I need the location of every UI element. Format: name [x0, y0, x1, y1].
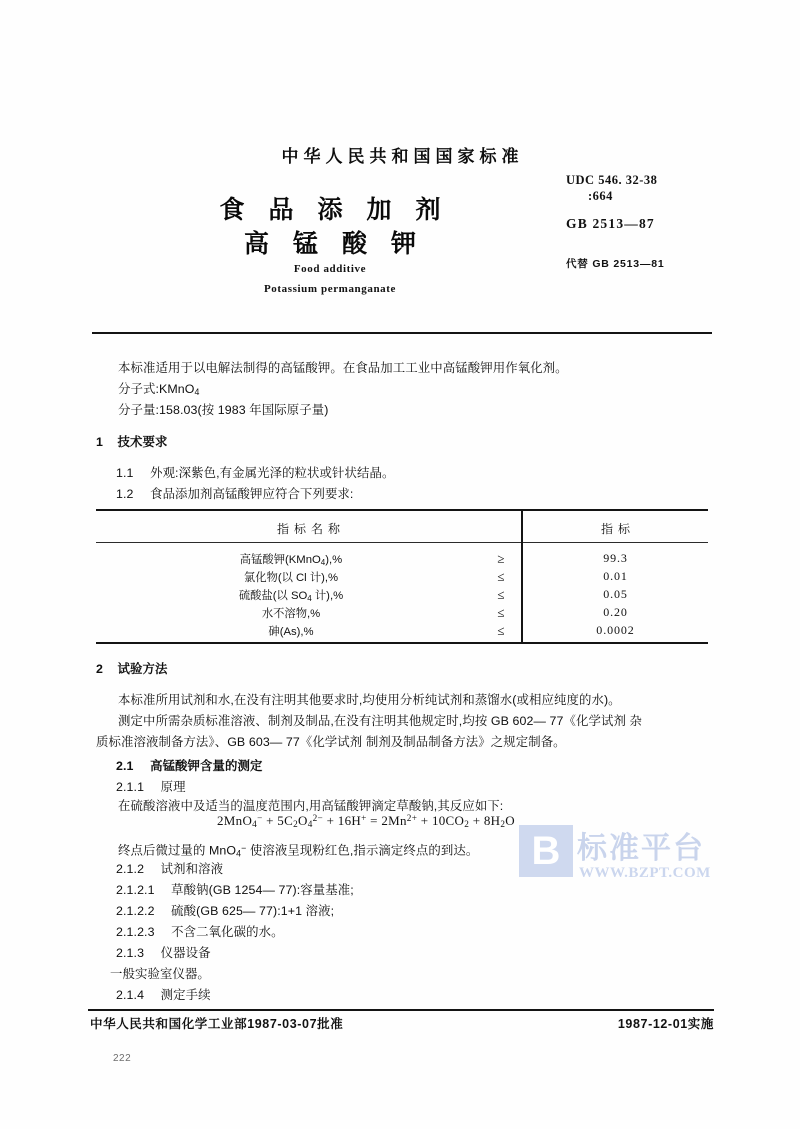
table-header-indicator-name: 指标名称 [276, 522, 345, 536]
section-2-title: 试验方法 [117, 662, 168, 676]
table-cell-name-pre: 氯化物(以 Cl 计),% [243, 572, 339, 584]
document-title-sub: 高锰酸钾 [243, 230, 440, 258]
table-cell-name-pre: 高锰酸钾(KMnO [239, 554, 321, 566]
clause-1-2-number: 1.2 [116, 487, 134, 501]
table-row [96, 569, 708, 589]
table-cell-name-pre: 水不溶物,% [261, 608, 321, 620]
watermark-chinese-text: 标准平台 [577, 832, 705, 865]
clause-2-1-1-title: 原理 [160, 780, 186, 794]
section-2-heading [96, 659, 168, 680]
table-row [96, 605, 708, 625]
clause-2-1-2-1-number: 2.1.2.1 [116, 883, 155, 897]
table-cell-name-sub: 4 [320, 557, 326, 567]
clause-2-1-2-heading [116, 859, 223, 880]
endpoint-text-sub: 4 [236, 848, 242, 859]
endpoint-text-pre: 终点后微过量的 MnO [118, 843, 237, 858]
clause-2-1-1-number: 2.1.1 [116, 780, 145, 794]
endpoint-text-sup: − [241, 843, 247, 853]
table-rule-header [96, 542, 708, 543]
standard-organization: 中华人民共和国国家标准 [281, 147, 524, 166]
clause-2-1-2-3-text: 不含二氧化碳的水。 [171, 925, 284, 939]
bz-logo-icon: B [519, 825, 573, 877]
clause-1-2 [116, 484, 353, 505]
clause-1-2-text: 食品添加剂高锰酸钾应符合下列要求: [150, 487, 354, 501]
molecular-formula-value: KMnO [159, 382, 195, 396]
document-title-english-2: Potassium permanganate [263, 283, 397, 295]
clause-2-1-2-2-number: 2.1.2.2 [116, 904, 155, 918]
table-cell-value: 0.05 [603, 587, 628, 601]
watermark-url-text: WWW.BZPT.COM [579, 865, 711, 881]
clause-2-1-4-title: 测定手续 [160, 988, 211, 1002]
header-divider-rule [92, 332, 712, 334]
clause-1-1-text: 外观:深紫色,有金属光泽的粒状或针状结晶。 [150, 466, 395, 480]
molecular-formula-subscript: 4 [194, 386, 200, 397]
principle-text: 在硫酸溶液中及适当的温度范围内,用高锰酸钾滴定草酸钠,其反应如下: [118, 799, 504, 813]
section-2-number: 2 [96, 662, 103, 676]
document-title-main: 食品添加剂 [219, 196, 465, 224]
molecular-formula-label: 分子式: [118, 382, 160, 396]
table-cell-name [96, 623, 486, 639]
clause-2-1-3-number: 2.1.3 [116, 946, 145, 960]
section-1-title: 技术要求 [117, 435, 168, 449]
table-cell-value: 0.20 [603, 605, 628, 619]
molecular-weight-value: 158.03(按 1983 年国际原子量) [159, 403, 329, 417]
table-row [96, 551, 708, 571]
clause-2-1-2-number: 2.1.2 [116, 862, 145, 876]
molecular-weight-label: 分子量: [118, 403, 160, 417]
table-cell-operator: ≥ [497, 551, 505, 566]
table-header-indicator-value: 指标 [600, 522, 635, 536]
clause-2-1-3-heading [116, 943, 211, 964]
clause-1-1 [116, 463, 395, 484]
clause-2-1-3-text: 一般实验室仪器。 [110, 967, 210, 981]
reaction-equation: $2MnO_4^- + 5C_2O_4^{2-} + 16H^+ = 2Mn^{2+} + 10CO_2 + 8H_2O$ [217, 813, 515, 830]
udc-code-line1: UDC 546. 32-38 [566, 173, 658, 187]
clause-1-1-number: 1.1 [116, 466, 134, 480]
clause-2-1-2-3 [116, 922, 284, 943]
clause-2-1-2-2-text: 硫酸(GB 625— 77):1+1 溶液; [171, 904, 335, 918]
standard-number: GB 2513—87 [566, 216, 655, 231]
table-cell-name [96, 605, 486, 621]
document-title-english-1: Food additive [293, 263, 367, 275]
clause-2-1-2-2 [116, 901, 334, 922]
replaces-standard: 代替 GB 2513—81 [566, 258, 665, 270]
table-cell-operator: ≤ [497, 623, 505, 638]
table-cell-name [96, 551, 486, 567]
endpoint-text-post: 使溶液呈现粉红色,指示滴定终点的到达。 [246, 843, 479, 858]
table-cell-operator: ≤ [497, 605, 505, 620]
table-cell-name-pre: 砷(As),% [268, 626, 314, 638]
table-cell-value: 0.01 [603, 569, 628, 583]
table-cell-operator: ≤ [497, 569, 505, 584]
molecular-weight-line [118, 400, 328, 421]
clause-2-1-2-1-text: 草酸钠(GB 1254— 77):容量基准; [171, 883, 354, 897]
table-cell-value: 0.0002 [596, 623, 635, 637]
clause-2-1-2-title: 试剂和溶液 [160, 862, 224, 876]
table-cell-name [96, 569, 486, 585]
clause-2-1-number: 2.1 [116, 759, 134, 773]
udc-code-line2: :664 [588, 189, 613, 203]
clause-2-1-heading [116, 756, 263, 777]
footer-effective-text: 1987-12-01实施 [617, 1017, 714, 1031]
section-2-paragraph-1: 本标准所用试剂和水,在没有注明其他要求时,均使用分析纯试剂和蒸馏水(或相应纯度的水)。 [118, 693, 621, 707]
section-1-heading [96, 432, 168, 453]
table-row [96, 623, 708, 643]
clause-2-1-4-heading [116, 985, 211, 1006]
clause-2-1-1-heading [116, 777, 186, 798]
table-row [96, 587, 708, 607]
clause-2-1-3-title: 仪器设备 [160, 946, 211, 960]
table-cell-name-post: ),% [325, 554, 343, 566]
footer-approval-text: 中华人民共和国化学工业部1987-03-07批准 [90, 1017, 344, 1031]
table-cell-value: 99.3 [603, 551, 628, 565]
table-cell-name-pre: 硫酸盐(以 SO [238, 590, 308, 602]
table-rule-top [96, 509, 708, 511]
scope-paragraph: 本标准适用于以电解法制得的高锰酸钾。在食品加工工业中高锰酸钾用作氧化剂。 [118, 361, 568, 375]
table-cell-name [96, 587, 486, 603]
clause-2-1-2-1 [116, 880, 354, 901]
table-cell-name-sub: 4 [307, 593, 312, 603]
table-cell-operator: ≤ [497, 587, 505, 602]
clause-2-1-title: 高锰酸钾含量的测定 [150, 759, 263, 773]
section-2-paragraph-2-line1: 测定中所需杂质标准溶液、制剂及制品,在没有注明其他规定时,均按 GB 602— 77《化学试剂 杂 [118, 714, 642, 728]
clause-2-1-4-number: 2.1.4 [116, 988, 145, 1002]
section-2-paragraph-2-line2: 质标准溶液制备方法》、GB 603— 77《化学试剂 制剂及制品制备方法》之规定制备。 [96, 735, 566, 749]
footer-divider-rule [88, 1009, 714, 1011]
page-number: 222 [113, 1053, 132, 1064]
table-cell-name-post: 计),% [311, 590, 344, 602]
section-1-number: 1 [96, 435, 103, 449]
clause-2-1-2-3-number: 2.1.2.3 [116, 925, 155, 939]
